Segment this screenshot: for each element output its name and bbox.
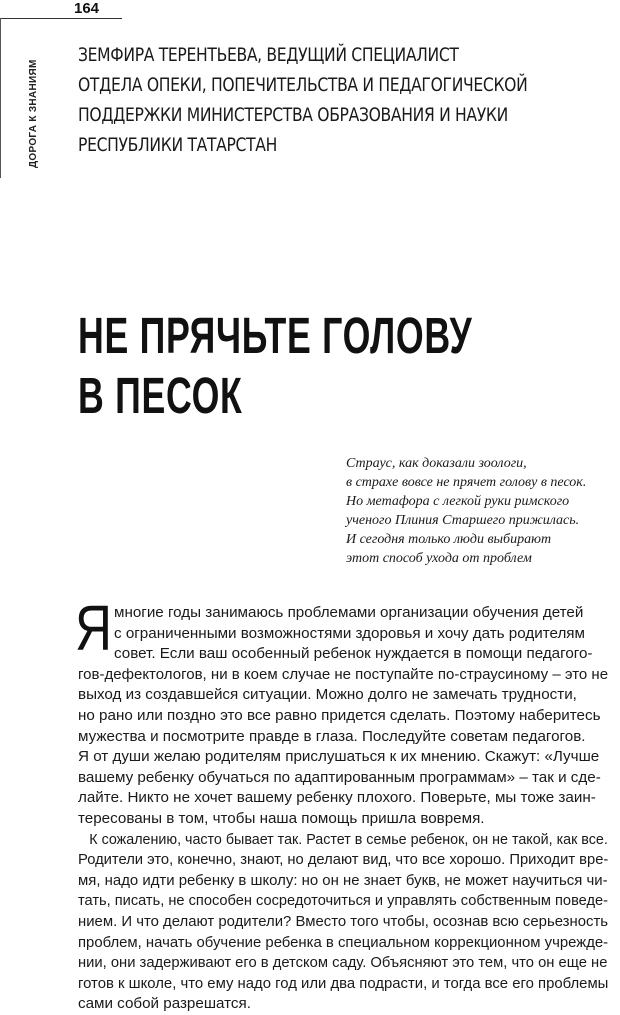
article-body	[78, 603, 608, 1015]
side-rule	[0, 18, 1, 178]
title-line: НЕ ПРЯЧЬТЕ ГОЛОВУ	[78, 307, 473, 364]
body-line: с ограниченными возможностями здоровья и хочу дать родителям	[114, 624, 585, 642]
epigraph	[346, 454, 620, 568]
body-line: мужества и посмотрите правде в глаза. Последуйте советам педагогов.	[78, 727, 586, 745]
body-line: мя, надо идти ребенку в школу: но он не знает букв, не может научиться чи-	[78, 871, 608, 889]
body-line: нии, они задерживают его в детском саду. Объясняют это тем, что он еще не	[78, 954, 608, 972]
body-line: но рано или поздно это все равно придется сделать. Поэтому наберитесь	[78, 706, 601, 724]
author-line: ЗЕМФИРА ТЕРЕНТЬЕВА, ВЕДУЩИЙ СПЕЦИАЛИСТ	[78, 44, 459, 66]
title-line: В ПЕСОК	[78, 367, 243, 424]
body-line: Родители это, конечно, знают, но делают вид, что все хорошо. Приходит вре-	[78, 851, 609, 869]
body-line: выход из создавшейся ситуации. Можно долго не замечать трудности,	[78, 686, 577, 704]
paragraph-1	[78, 603, 608, 830]
body-line: гов-дефектологов, ни в коем случае не поступайте по-страусиному – это не	[78, 665, 609, 683]
body-line: Я от души желаю родителям прислушаться к их мнению. Скажут: «Лучше	[78, 748, 600, 766]
body-line: совет. Если ваш особенный ребенок нуждается в помощи педагого-	[114, 645, 593, 663]
body-line: тать, писать, не способен сосредоточиться и управлять собственным поведе-	[78, 892, 608, 910]
paragraph-2	[78, 830, 608, 1015]
body-line: К сожалению, часто бывает так. Растет в семье ребенок, он не такой, как все.	[89, 830, 608, 848]
drop-cap: Я	[75, 592, 112, 664]
author-line: РЕСПУБЛИКИ ТАТАРСТАН	[78, 134, 278, 156]
body-line: вашему ребенку обучаться по адаптированным программам» – так и сде-	[78, 768, 601, 786]
author-line: ОТДЕЛА ОПЕКИ, ПОПЕЧИТЕЛЬСТВА И ПЕДАГОГИЧЕСКОЙ	[78, 74, 528, 96]
header-rule	[0, 18, 122, 19]
epigraph-line: Страус, как доказали зоологи,	[346, 456, 527, 471]
epigraph-line: этот способ ухода от проблем	[346, 551, 532, 566]
body-line: нием. И что делают родители? Вместо того чтобы, осознав всю серьезность	[78, 912, 609, 930]
body-line: сами собой разрешатся.	[78, 995, 251, 1013]
page-number: 164	[74, 0, 100, 17]
epigraph-line: И сегодня только люди выбирают	[346, 532, 552, 547]
section-label: ДОРОГА К ЗНАНИЯМ	[28, 59, 39, 168]
epigraph-line: в страхе вовсе не прячет голову в песок.	[346, 475, 587, 490]
body-line: проблем, начать обучение ребенка в специальном коррекционном учрежде-	[78, 933, 609, 951]
epigraph-line: Но метафора с легкой руки римского	[346, 494, 570, 509]
author-line: ПОДДЕРЖКИ МИНИСТЕРСТВА ОБРАЗОВАНИЯ И НАУКИ	[78, 104, 508, 126]
body-line: готов к школе, что ему надо год или два подрасти, и тогда все его проблемы	[78, 974, 609, 992]
body-line: тересованы в том, чтобы наша помощь пришла вовремя.	[78, 809, 485, 827]
body-line: многие годы занимаюсь проблемами организации обучения детей	[114, 604, 584, 621]
epigraph-line: ученого Плиния Старшего прижилась.	[346, 513, 580, 528]
body-line: лайте. Никто не хочет вашему ребенку плохого. Поверьте, мы тоже заин-	[78, 789, 596, 807]
article-title	[78, 306, 472, 426]
author-credit	[78, 40, 528, 160]
